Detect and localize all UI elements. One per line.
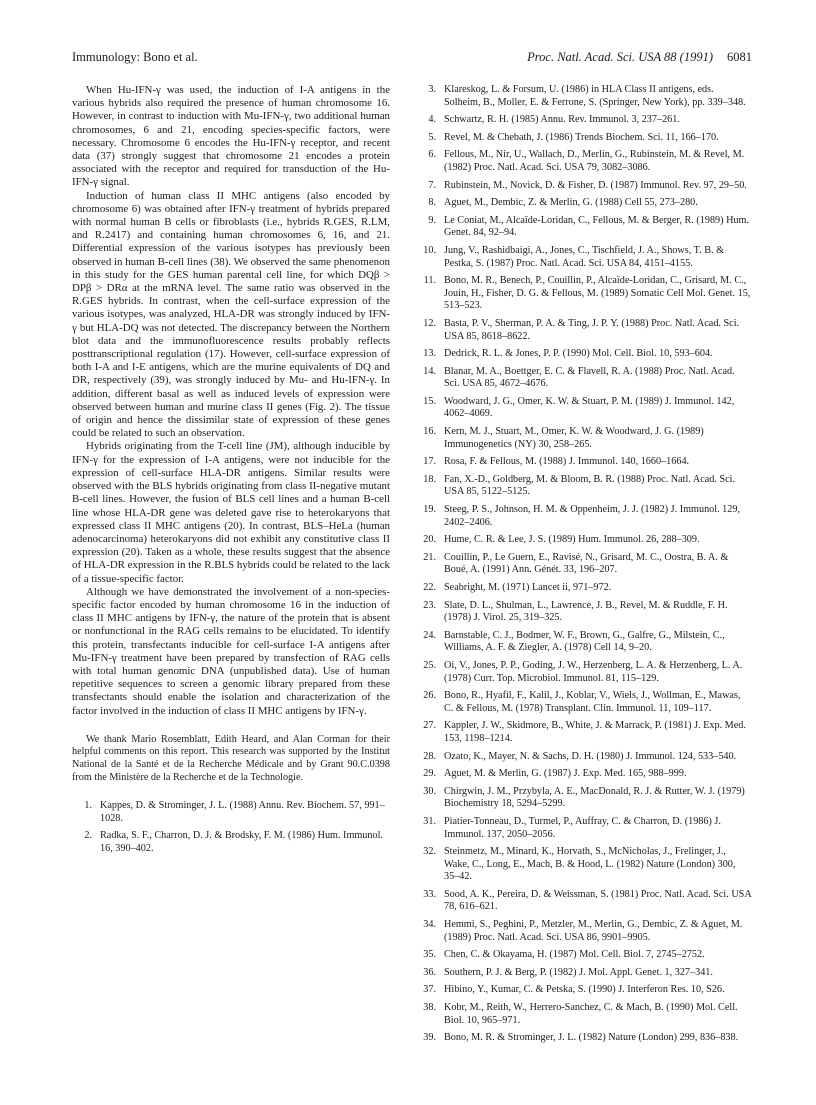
reference-text: Couillin, P., Le Guern, E., Ravisé, N., Grisard, M. C., Oostra, B. A. & Boué, A. (1991) Ann. Génét. 33, 196–207. (444, 551, 729, 576)
reference-number: 37. (423, 984, 436, 996)
reference-number: 3. (428, 84, 436, 95)
reference-text: Chirgwin, J. M., Przybyla, A. E., MacDonald, R. J. & Rutter, W. J. (1979) Biochemistry 18, 5294–5299. (444, 785, 745, 810)
reference-item (416, 1032, 752, 1045)
reference-number: 33. (423, 888, 436, 900)
reference-number: 14. (423, 365, 436, 377)
reference-number: 23. (423, 599, 436, 611)
reference-text: Kobr, M., Reith, W., Herrero-Sanchez, C. & Mach, B. (1990) Mol. Cell. Biol. 10, 965–971. (444, 1002, 738, 1026)
running-head (72, 50, 752, 70)
reference-number: 6. (428, 149, 436, 161)
reference-item (416, 474, 752, 499)
reference-number: 7. (428, 179, 436, 191)
reference-item (416, 180, 752, 193)
reference-number: 15. (423, 395, 436, 407)
reference-number: 32. (423, 846, 436, 858)
reference-number: 16. (423, 426, 436, 438)
reference-number: 10. (423, 244, 436, 256)
reference-number: 5. (428, 131, 436, 143)
reference-item (416, 426, 752, 451)
page-number: 6081 (727, 50, 752, 64)
reference-number: 24. (423, 629, 436, 641)
reference-text: Oi, V., Jones, P. P., Goding, J. W., Herzenberg, L. A. & Herzenberg, L. A. (1978) Curr. Top. Microbiol. Immunol. 81, 115–129. (444, 659, 743, 684)
reference-text: Radka, S. F., Charron, D. J. & Brodsky, F. M. (1986) Hum. Immunol. 16, 390–402. (100, 830, 383, 854)
reference-text: Rubinstein, M., Novick, D. & Fisher, D. (1987) Immunol. Rev. 97, 29–50. (444, 179, 747, 191)
reference-text: Woodward, J. G., Omer, K. W. & Stuart, P. M. (1989) J. Immunol. 142, 4062–4069. (444, 395, 735, 420)
reference-item (416, 215, 752, 240)
reference-item (416, 949, 752, 962)
reference-number: 35. (423, 949, 436, 961)
reference-item (416, 245, 752, 270)
reference-text: Aguet, M. & Merlin, G. (1987) J. Exp. Med. 165, 988–999. (444, 768, 687, 780)
reference-number: 25. (423, 659, 436, 671)
reference-item (416, 630, 752, 655)
reference-item (416, 889, 752, 914)
reference-number: 20. (423, 534, 436, 546)
reference-item (416, 348, 752, 361)
reference-item (416, 132, 752, 145)
reference-item (416, 582, 752, 595)
reference-number: 34. (423, 919, 436, 931)
reference-number: 29. (423, 768, 436, 780)
reference-item (416, 197, 752, 210)
reference-item (416, 816, 752, 841)
reference-text: Schwartz, R. H. (1985) Annu. Rev. Immunol. 3, 237–261. (444, 114, 680, 126)
reference-number: 22. (423, 582, 436, 593)
reference-item (416, 366, 752, 391)
reference-number: 28. (423, 750, 436, 762)
reference-text: Klareskog, L. & Forsum, U. (1986) in HLA Class II antigens, eds. Solheim, B., Moller, E. & Ferrone, S. (Springer, New York), pp. 339–348. (444, 84, 746, 108)
reference-list-right (416, 84, 752, 1050)
reference-text: Le Coniat, M., Alcaïde-Loridan, C., Fellous, M. & Berger, R. (1989) Hum. Genet. 84, 92–94. (444, 214, 749, 239)
reference-number: 38. (423, 1002, 436, 1014)
reference-number: 30. (423, 785, 436, 797)
reference-item (72, 830, 390, 855)
reference-text: Seabright, M. (1971) Lancet ii, 971–972. (444, 582, 612, 593)
reference-item (416, 786, 752, 811)
reference-item (416, 396, 752, 421)
reference-number: 4. (428, 114, 436, 126)
reference-text: Ozato, K., Mayer, N. & Sachs, D. H. (1980) J. Immunol. 124, 533–540. (444, 750, 737, 762)
reference-number: 26. (423, 690, 436, 702)
reference-item (416, 720, 752, 745)
reference-item (416, 768, 752, 781)
reference-text: Steeg, P. S., Johnson, H. M. & Oppenheim, J. J. (1982) J. Immunol. 129, 2402–2406. (444, 504, 741, 528)
reference-text: Rosa, F. & Fellous, M. (1988) J. Immunol. 140, 1660–1664. (444, 456, 690, 468)
reference-text: Hume, C. R. & Lee, J. S. (1989) Hum. Immunol. 26, 288–309. (444, 534, 700, 546)
reference-number: 17. (423, 456, 436, 468)
left-column (72, 84, 390, 861)
reference-number: 19. (423, 504, 436, 516)
reference-number: 13. (423, 348, 436, 360)
reference-item (416, 690, 752, 715)
reference-text: Southern, P. J. & Berg, P. (1982) J. Mol. Appl. Genet. 1, 327–341. (444, 966, 713, 978)
reference-text: Bono, M. R., Benech, P., Couillin, P., Alcaïde-Loridan, C., Grisard, M. C., Jouin, H., Fisher, D. G. & Fellous, M. (1989) Somatic Cell Mol. Genet. 15, 513–523. (444, 275, 751, 312)
reference-item (416, 846, 752, 884)
reference-item (416, 1002, 752, 1027)
body-paragraph: Although we have demonstrated the involvement of a non-species-specific factor encoded by human chromosome 16 in the induction of class II MHC antigens by IFN-γ, the nature of the protein that is absent or nonfunctional in the RAG cells remains to be elucidated. To identify this protein, transfectants inducible for cell-surface I-A antigens after Mu-IFN-γ treatment have been prepared by transfection of RAG cells with total human genomic DNA (unpublished data). Use of human repetitive sequences to screen a genomic library prepared from these transfectants should enable the isolation and characterization of the factor involved in the induction of class II MHC antigens by IFN-γ. (72, 585, 390, 717)
reference-number: 21. (423, 551, 436, 563)
reference-item (416, 660, 752, 685)
reference-item (416, 984, 752, 997)
reference-text: Kappes, D. & Strominger, J. L. (1988) Annu. Rev. Biochem. 57, 991–1028. (100, 800, 385, 824)
reference-text: Slate, D. L., Shulman, L., Lawrence, J. B., Revel, M. & Ruddle, F. H. (1978) J. Virol. 25, 319–325. (444, 599, 728, 624)
reference-text: Fellous, M., Nir, U., Wallach, D., Merlin, G., Rubinstein, M. & Revel, M. (1982) Proc. Natl. Acad. Sci. USA 79, 3082–3086. (444, 149, 745, 173)
reference-item (416, 275, 752, 313)
reference-item (416, 149, 752, 174)
reference-text: Bono, R., Hyafil, F., Kalil, J., Koblar, V., Wiels, J., Wollman, E., Mawas, C. & Fellous, M. (1978) Transplant. Clin. Immunol. 11, 109–117. (444, 690, 741, 714)
reference-text: Sood, A. K., Pereira, D. & Weissman, S. (1981) Proc. Natl. Acad. Sci. USA 78, 616–621. (444, 888, 752, 913)
reference-text: Kern, M. J., Stuart, M., Omer, K. W. & Woodward, J. G. (1989) Immunogenetics (NY) 30, 258–265. (444, 426, 704, 450)
reference-item (416, 967, 752, 980)
reference-text: Aguet, M., Dembic, Z. & Merlin, G. (1988) Cell 55, 273–280. (444, 197, 698, 209)
journal-citation: Proc. Natl. Acad. Sci. USA 88 (1991) (527, 50, 713, 64)
reference-item (416, 919, 752, 944)
reference-number: 36. (423, 966, 436, 978)
reference-number: 18. (423, 473, 436, 485)
reference-item (416, 456, 752, 469)
reference-number: 1. (84, 800, 92, 812)
running-head-journal (527, 50, 752, 65)
reference-text: Revel, M. & Chebath, J. (1986) Trends Biochem. Sci. 11, 166–170. (444, 131, 719, 143)
reference-number: 2. (84, 830, 92, 842)
reference-number: 39. (423, 1032, 436, 1044)
body-paragraph: Induction of human class II MHC antigens (also encoded by chromosome 6) was obtained after IFN-γ treatment of hybrids prepared with normal human B cells or fibroblasts (i.e., hybrids R.GES, R.LM, and R.2417) and containing human chromosomes 6, 16, and 21. Differential expression of the various isotypes has previously been observed in human B-cell lines (38). We observed the same phenomenon in this study for the GES human parental cell line, for which DQβ > DPβ > DRα at the mRNA level. The same ratio was observed in the R.GES hybrids. In contrast, when the cell-surface expression of the various isotypes, was analyzed, HLA-DR was strongly induced by IFN-γ but HLA-DQ was not detected. The discrepancy between the Northern blot data and the immunofluorescence results probably reflects posttranscriptional regulation (17). However, cell-surface expression of both I-A and I-E antigens, which are the murine equivalents of DQ and DR, respectively (39), was strongly induced by Mu- and Hu-IFN-γ. In addition, different basal as well as induced levels of expression were observed between human and murine class II genes (Fig. 2). The tissue of origin and hence the dissimilar state of expression of these genes could be related to such an observation. (72, 189, 390, 440)
reference-number: 12. (423, 317, 436, 329)
reference-number: 8. (428, 197, 436, 209)
reference-text: Kappler, J. W., Skidmore, B., White, J. & Marrack, P. (1981) J. Exp. Med. 153, 1198–1214. (444, 720, 746, 744)
reference-item (416, 751, 752, 764)
reference-text: Hemmi, S., Peghini, P., Metzler, M., Merlin, G., Dembic, Z. & Aguet, M. (1989) Proc. Natl. Acad. Sci. USA 86, 9901–9905. (444, 919, 743, 943)
reference-number: 9. (428, 214, 436, 226)
reference-item (416, 318, 752, 343)
running-head-section: Immunology: Bono et al. (72, 50, 198, 64)
reference-text: Steinmetz, M., Minard, K., Horvath, S., McNicholas, J., Frelinger, J., Wake, C., Long, E., Mach, B. & Hood, L. (1982) Nature (London) 300, 35–42. (444, 846, 736, 883)
reference-item (416, 504, 752, 529)
reference-text: Blanar, M. A., Boettger, E. C. & Flavell, R. A. (1988) Proc. Natl. Acad. Sci. USA 85, 4672–4676. (444, 365, 735, 390)
reference-text: Piatier-Tonneau, D., Turmel, P., Auffray, C. & Charron, D. (1986) J. Immunol. 137, 2050–2056. (444, 815, 721, 840)
reference-number: 27. (423, 720, 436, 732)
reference-number: 11. (423, 275, 436, 287)
reference-text: Chen, C. & Okayama, H. (1987) Mol. Cell. Biol. 7, 2745–2752. (444, 949, 705, 961)
reference-text: Barnstable, C. J., Bodmer, W. F., Brown, G., Galfre, G., Milstein, C., Williams, A. F. & Ziegler, A. (1978) Cell 14, 9–20. (444, 629, 725, 654)
reference-item (416, 114, 752, 127)
reference-item (416, 534, 752, 547)
reference-text: Hibino, Y., Kumar, C. & Petska, S. (1990) J. Interferon Res. 10, S26. (444, 984, 725, 996)
reference-item (416, 600, 752, 625)
reference-item (416, 552, 752, 577)
reference-text: Bono, M. R. & Strominger, J. L. (1982) Nature (London) 299, 836–838. (444, 1032, 739, 1044)
reference-number: 31. (423, 815, 436, 827)
reference-list-left (72, 800, 390, 855)
acknowledgment: We thank Mario Rosemblatt, Edith Heard, and Alan Corman for their helpful comments on this report. This research was supported by the Institut National de la Santé et de la Recherche Médicale and by Grant 90.C.0398 from the Ministère de la Recherche et de la Technologie. (72, 733, 390, 783)
reference-text: Dedrick, R. L. & Jones, P. P. (1990) Mol. Cell. Biol. 10, 593–604. (444, 348, 713, 360)
reference-text: Jung, V., Rashidbaigi, A., Jones, C., Tischfield, J. A., Shows, T. B. & Pestka, S. (1987) Proc. Natl. Acad. Sci. USA 84, 4151–4155. (444, 244, 725, 269)
reference-item (416, 84, 752, 109)
reference-text: Basta, P. V., Sherman, P. A. & Ting, J. P. Y. (1988) Proc. Natl. Acad. Sci. USA 85, 8618–8622. (444, 317, 740, 342)
reference-text: Fan, X.-D., Goldberg, M. & Bloom, B. R. (1988) Proc. Natl. Acad. Sci. USA 85, 5122–5125. (444, 473, 735, 498)
body-paragraph: Hybrids originating from the T-cell line (JM), although inducible by IFN-γ for the expression of I-A antigens, were not inducible for the expression of cell-surface HLA-DR antigens. Similar results were observed with the BLS hybrids originating from class II-negative mutant B-cell lines. However, the fusion of BLS cell lines and a human B-cell line whose HLA-DR gene was deleted gave rise to heterokaryons that expressed class II MHC antigens (20). In contrast, BLS–HeLa (human adenocarcinoma) heterokaryons did not exhibit any constitutive class II expression (20). Taken as a whole, these results suggest that the absence of HLA-DR expression in the R.BLS hybrids could be related to the lack of a tissue-specific factor. (72, 440, 390, 585)
body-paragraph: When Hu-IFN-γ was used, the induction of I-A antigens in the various hybrids also required the presence of human chromosome 16. However, in contrast to induction with Mu-IFN-γ, two additional human chromosomes, 6 and 21, encoding species-specific factors, were necessary. Chromosome 6 encodes the Hu-IFN-γ receptor, and recent data (37) strongly suggest that chromosome 21 encodes a protein associated with the receptor and required for transduction of the Hu-IFN-γ signal. (72, 84, 390, 189)
reference-item (72, 800, 390, 825)
